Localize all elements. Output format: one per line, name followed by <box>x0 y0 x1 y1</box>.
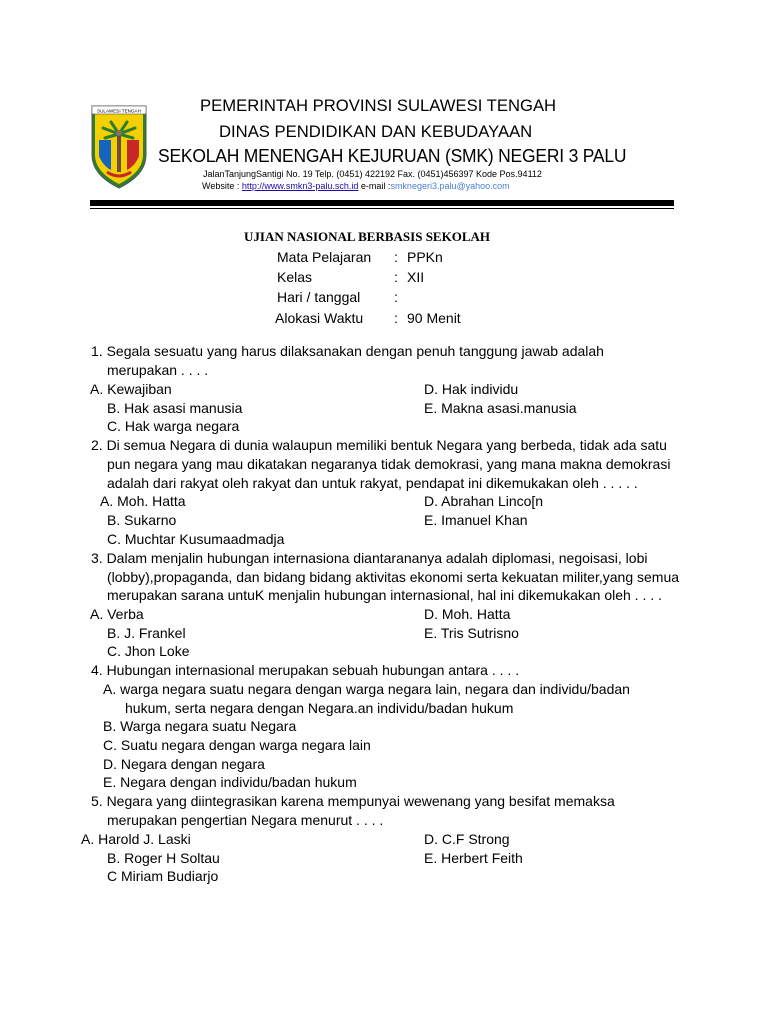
q2-option-e: E. Imanuel Khan <box>424 512 528 528</box>
field-label-date: Hari / tanggal <box>277 289 361 305</box>
q4-option-e: E. Negara dengan individu/badan hukum <box>103 774 357 790</box>
q2-option-b: B. Sukarno <box>107 512 177 528</box>
website-link[interactable]: http://www.smkn3-palu.sch.id <box>241 181 359 191</box>
logo-text: SULAWESI TENGAH <box>97 108 141 114</box>
q5-option-b: B. Roger H Soltau <box>107 850 220 866</box>
q1-option-b: B. Hak asasi manusia <box>107 400 243 416</box>
q2-option-d: D. Abrahan Linco[n <box>424 493 544 509</box>
q3-option-b: B. J. Frankel <box>107 625 186 641</box>
website-label: Website : <box>202 181 242 191</box>
q3-option-a: A. Verba <box>90 606 144 622</box>
header-government: PEMERINTAH PROVINSI SULAWESI TENGAH <box>200 96 557 115</box>
q3-stem-line2: (lobby),propaganda, dan bidang bidang aktivitas ekonomi serta kekuatan militer,yang semua <box>107 569 680 585</box>
q1-option-e: E. Makna asasi.manusia <box>424 400 577 416</box>
q1-option-c: C. Hak warga negara <box>107 418 240 434</box>
field-value-time: 90 Menit <box>407 310 461 326</box>
field-label-time: Alokasi Waktu <box>275 310 364 326</box>
header-contact <box>202 181 510 191</box>
q2-stem-line2: pun negara yang mau dikatakan negaranya tidak demokrasi, yang mana makna demokrasi <box>107 456 671 472</box>
header-address: JalanTanjungSantigi No. 19 Telp. (0451) 422192 Fax. (0451)456397 Kode Pos.94112 <box>203 169 542 179</box>
field-sep-date: : <box>394 289 398 305</box>
q5-option-c: C Miriam Budiarjo <box>107 868 219 884</box>
q2-stem-line3: adalah dari rakyat oleh rakyat dan untuk rakyat, pendapat ini dikemukakan oleh . . . . . <box>107 475 638 491</box>
email-label: e-mail : <box>358 181 391 191</box>
header-divider-thick <box>90 200 674 206</box>
q2-option-a: A. Moh. Hatta <box>100 493 186 509</box>
q3-stem-line3: merupakan sarana untuK menjalin hubungan internasional, hal ini dikemukakan oleh . . . . <box>107 587 662 603</box>
q4-option-a-line2: hukum, serta negara dengan Negara.an individu/badan hukum <box>125 700 514 716</box>
header-divider-thin <box>90 208 674 209</box>
field-value-class: XII <box>407 269 425 285</box>
q5-option-a: A. Harold J. Laski <box>81 831 191 847</box>
header-school: SEKOLAH MENENGAH KEJURUAN (SMK) NEGERI 3 PALU <box>158 146 627 166</box>
field-sep-time: : <box>394 310 398 326</box>
q4-option-b: B. Warga negara suatu Negara <box>103 718 297 734</box>
q4-option-c: C. Suatu negara dengan warga negara lain <box>103 737 371 753</box>
q3-option-d: D. Moh. Hatta <box>424 606 511 622</box>
q3-option-e: E. Tris Sutrisno <box>424 625 519 641</box>
q5-stem-line2: merupakan pengertian Negara menurut . . . . <box>107 812 384 828</box>
provincial-logo <box>89 100 149 190</box>
field-value-subject: PPKn <box>407 249 443 265</box>
q1-option-d: D. Hak individu <box>424 381 519 397</box>
email-link[interactable]: smknegeri3.palu@yahoo.com <box>390 181 510 191</box>
q5-option-e: E. Herbert Feith <box>424 850 523 866</box>
q1-stem-line1: 1. Segala sesuatu yang harus dilaksanakan dengan penuh tanggung jawab adalah <box>91 343 604 359</box>
q1-option-a: A. Kewajiban <box>90 381 172 397</box>
field-label-subject: Mata Pelajaran <box>277 249 372 265</box>
field-label-class: Kelas <box>277 269 313 285</box>
field-sep-class: : <box>394 269 398 285</box>
q3-stem-line1: 3. Dalam menjalin hubungan internasiona diantarananya adalah diplomasi, negoisasi, lobi <box>91 550 648 566</box>
q5-stem-line1: 5. Negara yang diintegrasikan karena mempunyai wewenang yang besifat memaksa <box>91 793 615 809</box>
q4-option-a-line1: A. warga negara suatu negara dengan warga negara lain, negara dan individu/badan <box>103 681 630 697</box>
q2-stem-line1: 2. Di semua Negara di dunia walaupun memiliki bentuk Negara yang berbeda, tidak ada satu <box>91 437 667 453</box>
q5-option-d: D. C.F Strong <box>424 831 510 847</box>
field-sep-subject: : <box>394 249 398 265</box>
q2-option-c: C. Muchtar Kusumaadmadja <box>107 531 285 547</box>
q4-stem-line1: 4. Hubungan internasional merupakan sebuah hubungan antara . . . . <box>91 662 520 678</box>
q3-option-c: C. Jhon Loke <box>107 643 190 659</box>
header-department: DINAS PENDIDIKAN DAN KEBUDAYAAN <box>219 122 533 141</box>
q1-stem-line2: merupakan . . . . <box>107 362 209 378</box>
exam-title: UJIAN NASIONAL BERBASIS SEKOLAH <box>244 229 490 244</box>
q4-option-d: D. Negara dengan negara <box>103 756 265 772</box>
